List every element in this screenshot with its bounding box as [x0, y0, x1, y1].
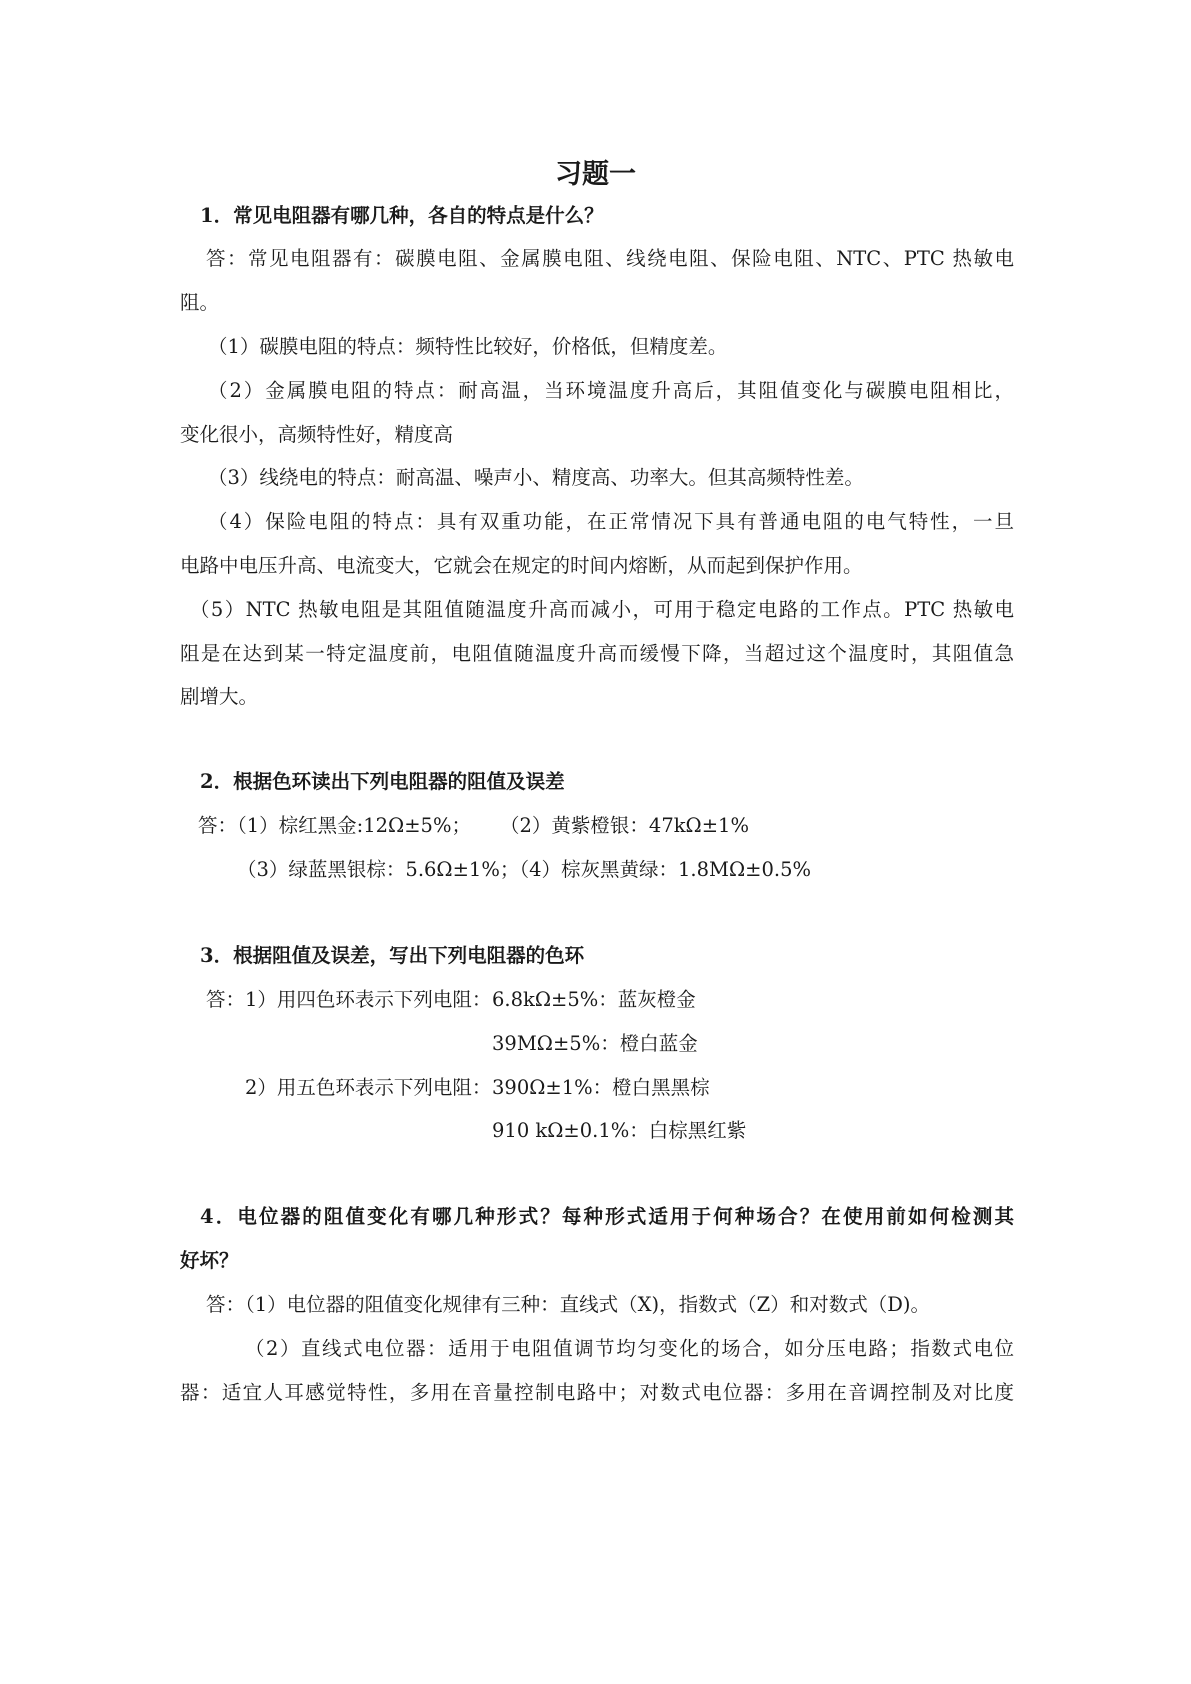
question-3: 3．根据阻值及误差，写出下列电阻器的色环 — [200, 944, 585, 967]
q1-item-3: （3）线绕电的特点：耐高温、噪声小、精度高、功率大。但其高频特性差。 — [208, 466, 864, 489]
q1-item-5-line-2: 阻是在达到某一特定温度前，电阻值随温度升高而缓慢下降，当超过这个温度时，其阻值急 — [180, 642, 1014, 665]
q3-five-band-value-1: 390Ω±1%：橙白黑黑棕 — [492, 1076, 710, 1099]
q1-answer-intro-line-1: 答：常见电阻器有：碳膜电阻、金属膜电阻、线绕电阻、保险电阻、NTC、PTC 热敏电 — [206, 247, 1014, 270]
q2-answer-1b: （2）黄紫橙银：47kΩ±1% — [500, 814, 749, 837]
question-2: 2．根据色环读出下列电阻器的阻值及误差 — [200, 770, 565, 793]
question-1: 1．常见电阻器有哪几种，各自的特点是什么？ — [200, 204, 604, 227]
q3-four-band-value-1: 6.8kΩ±5%：蓝灰橙金 — [492, 988, 696, 1011]
q1-item-2-line-1: （2）金属膜电阻的特点：耐高温，当环境温度升高后，其阻值变化与碳膜电阻相比， — [208, 379, 1014, 402]
question-4-line-1: 4．电位器的阻值变化有哪几种形式？每种形式适用于何种场合？在使用前如何检测其 — [200, 1205, 1014, 1228]
q4-answer-2-line-2: 器：适宜人耳感觉特性，多用在音量控制电路中；对数式电位器：多用在音调控制及对比度 — [180, 1381, 1014, 1404]
question-4-line-2: 好坏？ — [180, 1249, 239, 1272]
q1-item-1: （1）碳膜电阻的特点：频特性比较好，价格低，但精度差。 — [208, 335, 728, 358]
q2-answer-1a: 答：（1）棕红黑金:12Ω±5%； — [198, 814, 471, 837]
q1-item-5-line-3: 剧增大。 — [180, 685, 259, 708]
q1-answer-intro-line-2: 阻。 — [180, 291, 220, 314]
q3-four-band-label: 答：1）用四色环表示下列电阻： — [206, 988, 492, 1011]
page-title: 习题一 — [555, 159, 636, 190]
q3-four-band-value-2: 39MΩ±5%：橙白蓝金 — [492, 1032, 698, 1055]
q1-item-4-line-1: （4）保险电阻的特点：具有双重功能，在正常情况下具有普通电阻的电气特性，一旦 — [208, 510, 1014, 533]
q4-answer-2-line-1: （2）直线式电位器：适用于电阻值调节均匀变化的场合，如分压电路；指数式电位 — [245, 1337, 1014, 1360]
q4-answer-1: 答：（1）电位器的阻值变化规律有三种：直线式（X)，指数式（Z）和对数式（D)。 — [206, 1293, 930, 1316]
q1-item-2-line-2: 变化很小，高频特性好，精度高 — [180, 423, 454, 446]
q1-item-4-line-2: 电路中电压升高、电流变大，它就会在规定的时间内熔断，从而起到保护作用。 — [180, 554, 863, 577]
q3-five-band-value-2: 910 kΩ±0.1%：白棕黑红紫 — [492, 1119, 747, 1142]
q2-answer-2: （3）绿蓝黑银棕：5.6Ω±1%；（4）棕灰黑黄绿：1.8MΩ±0.5% — [237, 858, 812, 881]
q1-item-5-line-1: （5）NTC 热敏电阻是其阻值随温度升高而减小，可用于稳定电路的工作点。PTC 热敏电 — [190, 598, 1014, 621]
q3-five-band-label: 2）用五色环表示下列电阻： — [245, 1076, 492, 1099]
